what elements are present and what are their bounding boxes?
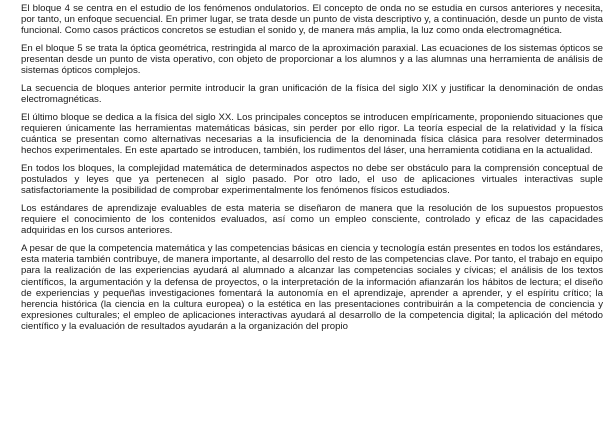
paragraph-bloque-4: El bloque 4 se centra en el estudio de los fenómenos ondulatorios. El concepto de onda no se estudia en cursos anteriores y necesita, por tanto, un enfoque secuencial. En primer lugar, se trata desde un punto de vista descriptivo y, a continuación, desde un punto de vista funcional. Como casos prácticos concretos se estudian el sonido y, de manera más amplia, la luz como onda electromagnética. (21, 3, 603, 37)
paragraph-complejidad: En todos los bloques, la complejidad matemática de determinados aspectos no debe ser obstáculo para la comprensión conceptual de postulados y leyes que ya pertenecen al siglo pasado. Por otro lado, el uso de aplicaciones virtuales interactivas suple satisfactoriamente la posibilidad de comprobar experimentalmente los fenómenos físicos estudiados. (21, 163, 603, 197)
paragraph-bloque-5: En el bloque 5 se trata la óptica geométrica, restringida al marco de la aproximación paraxial. Las ecuaciones de los sistemas ópticos se presentan desde un punto de vista operativo, con objeto de proporcionar a los alumnos y a las alumnas una herramienta de análisis de sistemas ópticos complejos. (21, 43, 603, 77)
paragraph-competencias: A pesar de que la competencia matemática y las competencias básicas en ciencia y tecnología están presentes en todos los estándares, esta materia también contribuye, de manera importante, al desarrollo del resto de las competencias clave. Por tanto, el trabajo en equipo para la realización de las experiencias ayudará al alumnado a alcanzar las competencias sociales y cívicas; el análisis de los textos científicos, la argumentación y la defensa de proyectos, o la interpretación de la información afianzarán los hábitos de lectura; el diseño de experiencias y pequeñas investigaciones fomentará la autonomía en el aprendizaje, aprender a aprender, y el espíritu crítico; la herencia histórica (la ciencia en la cultura europea) o la estética en las presentaciones contribuirán a la competencia de conciencia y expresiones culturales; el empleo de aplicaciones interactivas ayudará al desarrollo de la competencia digital; la aplicación del método científico y la evaluación de resultados ayudarán a la organización del propio (21, 243, 603, 333)
document-page (21, 3, 603, 333)
paragraph-estandares: Los estándares de aprendizaje evaluables de esta materia se diseñaron de manera que la resolución de los supuestos propuestos requiere el conocimiento de los contenidos evaluados, así como un empleo consciente, controlado y eficaz de las capacidades adquiridas en los cursos anteriores. (21, 203, 603, 237)
paragraph-unificacion: La secuencia de bloques anterior permite introducir la gran unificación de la física del siglo XIX y justificar la denominación de ondas electromagnéticas. (21, 83, 603, 106)
paragraph-ultimo-bloque: El último bloque se dedica a la física del siglo XX. Los principales conceptos se introducen empíricamente, proponiendo situaciones que requieren únicamente las herramientas matemáticas básicas, sin perder por ello rigor. La teoría especial de la relatividad y la física cuántica se presentan como alternativas necesarias a la insuficiencia de la denominada física clásica para resolver determinados hechos experimentales. En este apartado se introducen, también, los rudimentos del láser, una herramienta cotidiana en la actualidad. (21, 111, 603, 157)
